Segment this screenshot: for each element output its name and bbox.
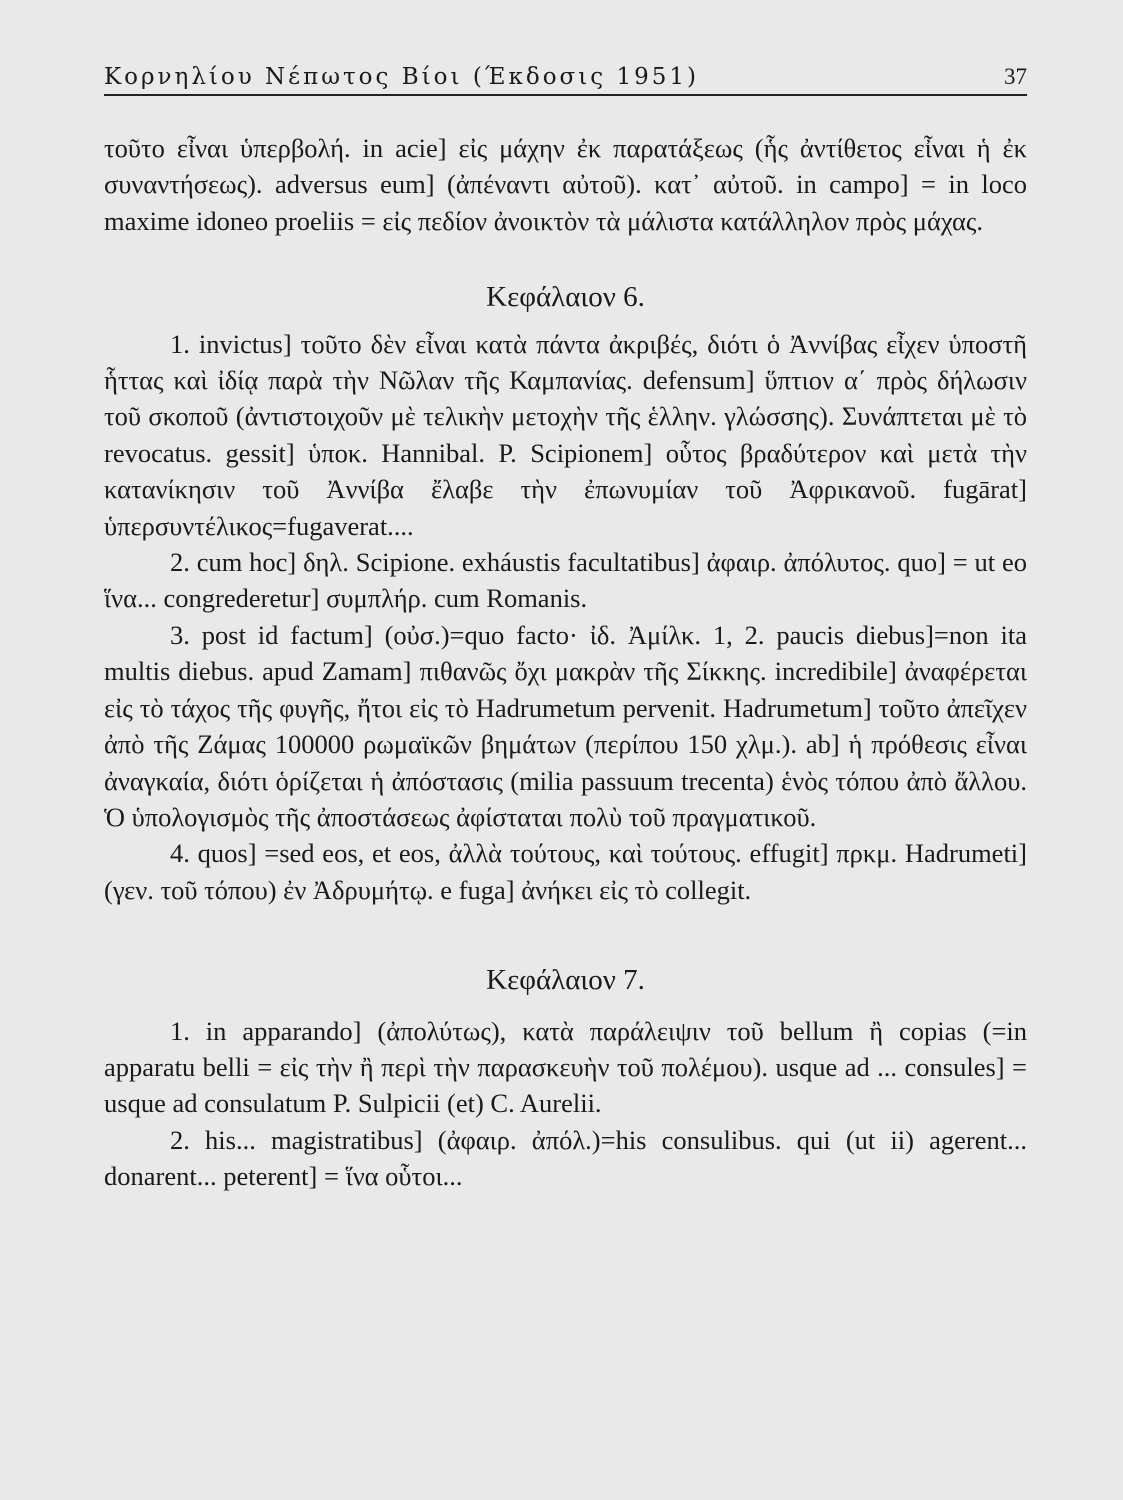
- chapter-7-paragraph: 2. his... magistratibus] (ἀφαιρ. ἀπόλ.)=his consulibus. qui (ut ii) agerent... donarent... peterent] = ἵνα οὗτοι...: [104, 1124, 1027, 1192]
- chapter-6-paragraph: 2. cum hoc] δηλ. Scipione. exháustis facultatibus] ἀφαιρ. ἀπόλυτος. quo] = ut eo ἵνα... congrederetur] συμπλήρ. cum Romanis.: [104, 547, 1027, 614]
- chapter-7-paragraph: 1. in apparando] (ἀπολύτως), κατὰ παράλειψιν τοῦ bellum ἢ copias (=in apparatu belli = εἰς τὴν ἢ περὶ τὴν παρασκευὴν τοῦ πολέμου). usque ad ... consules] = usque ad consulatum P. Sulpicii (et) C. Aurelii.: [104, 1015, 1027, 1119]
- chapter-6-paragraph: 1. invictus] τοῦτο δὲν εἶναι κατὰ πάντα ἀκριβές, διότι ὁ Ἀννίβας εἶχεν ὑποστῆ ἧττας καὶ ἰδίᾳ παρὰ τὴν Νῶλαν τῆς Καμπανίας. defensum] ὕπτιον α΄ πρὸς δήλωσιν τοῦ σκοποῦ (ἀντιστοιχοῦν μὲ τελικὴν μετοχὴν τῆς ἑλλην. γλώσσης). Συνάπτεται μὲ τὸ revocatus. gessit] ὑποκ. Hannibal. P. Scipionem] οὗτος βραδύτερον καὶ μετὰ τὴν κατανίκησιν τοῦ Ἀννίβα ἔλαβε τὴν ἐπωνυμίαν τοῦ Ἀφρικανοῦ. fugārat] ὑπερσυντέλικος=fugaverat....: [104, 328, 1027, 541]
- running-head: [104, 60, 1027, 96]
- running-title: Κορνηλίου Νέπωτος Βίοι (Έκδοσις 1951): [104, 64, 699, 90]
- page-number: 37: [1004, 64, 1027, 89]
- chapter-6-paragraph: 4. quos] =sed eos, et eos, ἀλλὰ τούτους, καὶ τούτους. effugit] πρκμ. Hadrumeti] (γεν. τοῦ τόπου) ἐν Ἀδρυμήτῳ. e fuga] ἀνήκει εἰς τὸ collegit.: [104, 838, 1027, 905]
- chapter-7-heading: Κεφάλαιον 7.: [486, 964, 645, 997]
- intro-paragraph: τοῦτο εἶναι ὑπερβολή. in acie] εἰς μάχην ἐκ παρατάξεως (ἧς ἀντίθετος εἶναι ἡ ἐκ συναντήσεως). adversus eum] (ἀπέναντι αὐτοῦ). κατ᾽ αὐτοῦ. in campo] = in loco maxime idoneo proeliis = εἰς πεδίον ἀνοικτὸν τὰ μάλιστα κατάλληλον πρὸς μάχας.: [104, 133, 1027, 236]
- page-body: [104, 130, 1027, 1195]
- chapter-6-heading: Κεφάλαιον 6.: [486, 281, 645, 314]
- chapter-6-paragraph: 3. post id factum] (οὐσ.)=quo facto· ἰδ. Ἀμίλκ. 1, 2. paucis diebus]=non ita multis diebus. apud Zamam] πιθανῶς ὄχι μακρὰν τῆς Σίκκης. incredibile] ἀναφέρεται εἰς τὸ τάχος τῆς φυγῆς, ἤτοι εἰς τὸ Hadrumetum pervenit. Hadrumetum] τοῦτο ἀπεῖχεν ἀπὸ τῆς Ζάμας 100000 ρωμαϊκῶν βημάτων (περίπου 150 χλμ.). ab] ἡ πρόθεσις εἶναι ἀναγκαία, διότι ὁρίζεται ἡ ἀπόστασις (milia passuum trecenta) ἑνὸς τόπου ἀπὸ ἄλλου. Ὁ ὑπολογισμὸς τῆς ἀποστάσεως ἀφίσταται πολὺ τοῦ πραγματικοῦ.: [104, 619, 1027, 832]
